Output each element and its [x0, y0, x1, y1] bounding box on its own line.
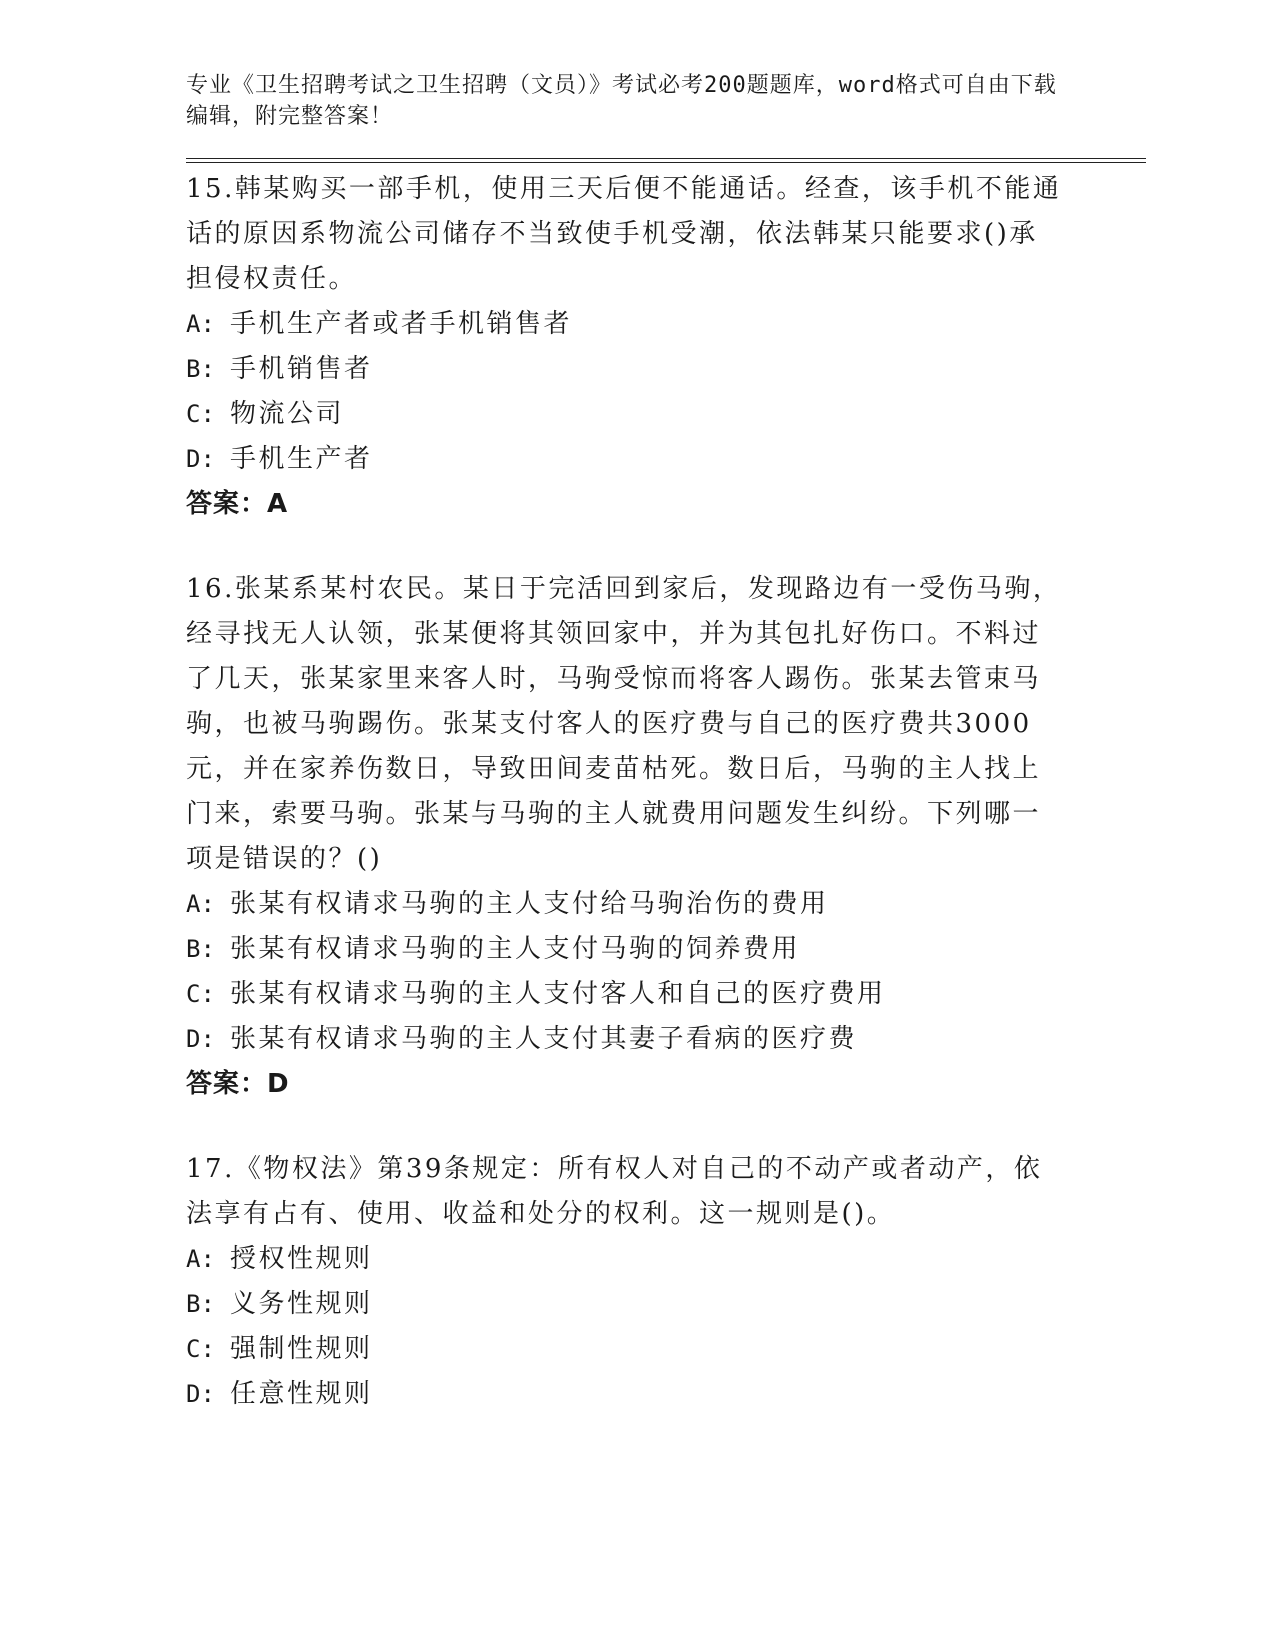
- option-text: 张某有权请求马驹的主人支付其妻子看病的医疗费: [230, 1024, 858, 1054]
- answer-label: 答案：A: [186, 489, 289, 519]
- document-page: [186, 70, 1146, 1417]
- question-16: [186, 567, 1146, 1107]
- option-key: D:: [186, 1025, 215, 1053]
- option-c: [186, 972, 1146, 1017]
- option-key: D:: [186, 445, 215, 473]
- option-key: C:: [186, 980, 215, 1008]
- option-text: 物流公司: [230, 399, 345, 429]
- option-key: D:: [186, 1380, 215, 1408]
- option-key: A:: [186, 1245, 215, 1273]
- option-b: [186, 347, 1146, 392]
- option-text: 授权性规则: [230, 1244, 373, 1274]
- option-text: 任意性规则: [230, 1379, 373, 1409]
- option-b: [186, 1282, 1146, 1327]
- document-header: 专业《卫生招聘考试之卫生招聘（文员）》考试必考200题题库，word格式可自由下载编辑，附完整答案！: [186, 73, 1057, 129]
- option-a: [186, 302, 1146, 347]
- question-17: [186, 1147, 1146, 1417]
- option-a: [186, 1237, 1146, 1282]
- answer-label: 答案：D: [186, 1069, 290, 1099]
- option-d: [186, 1017, 1146, 1062]
- option-key: A:: [186, 310, 215, 338]
- option-text: 义务性规则: [230, 1289, 373, 1319]
- option-key: B:: [186, 935, 215, 963]
- option-text: 手机生产者: [230, 444, 373, 474]
- option-c: [186, 1327, 1146, 1372]
- option-key: C:: [186, 1335, 215, 1363]
- option-key: B:: [186, 355, 215, 383]
- option-text: 张某有权请求马驹的主人支付客人和自己的医疗费用: [230, 979, 886, 1009]
- option-a: [186, 882, 1146, 927]
- question-stem: 16.张某系某村农民。某日于完活回到家后，发现路边有一受伤马驹，经寻找无人认领，张某便将其领回家中，并为其包扎好伤口。不料过了几天，张某家里来客人时，马驹受惊而将客人踢伤。张某去管束马驹，也被马驹踢伤。张某支付客人的医疗费与自己的医疗费共3000元，并在家养伤数日，导致田间麦苗枯死。数日后，马驹的主人找上门来，索要马驹。张某与马驹的主人就费用问题发生纠纷。下列哪一项是错误的？(): [186, 574, 1062, 874]
- option-b: [186, 927, 1146, 972]
- option-c: [186, 392, 1146, 437]
- question-stem: 15.韩某购买一部手机，使用三天后便不能通话。经查，该手机不能通话的原因系物流公司储存不当致使手机受潮，依法韩某只能要求()承担侵权责任。: [186, 174, 1062, 294]
- question-stem: 17.《物权法》第39条规定：所有权人对自己的不动产或者动产，依法享有占有、使用、收益和处分的权利。这一规则是()。: [186, 1154, 1043, 1229]
- option-text: 张某有权请求马驹的主人支付给马驹治伤的费用: [230, 889, 829, 919]
- option-key: B:: [186, 1290, 215, 1318]
- option-text: 手机生产者或者手机销售者: [230, 309, 573, 339]
- option-text: 张某有权请求马驹的主人支付马驹的饲养费用: [230, 934, 801, 964]
- option-key: A:: [186, 890, 215, 918]
- option-key: C:: [186, 400, 215, 428]
- question-15: [186, 167, 1146, 527]
- header-divider: [186, 158, 1146, 163]
- option-text: 手机销售者: [230, 354, 373, 384]
- option-d: [186, 437, 1146, 482]
- option-text: 强制性规则: [230, 1334, 373, 1364]
- option-d: [186, 1372, 1146, 1417]
